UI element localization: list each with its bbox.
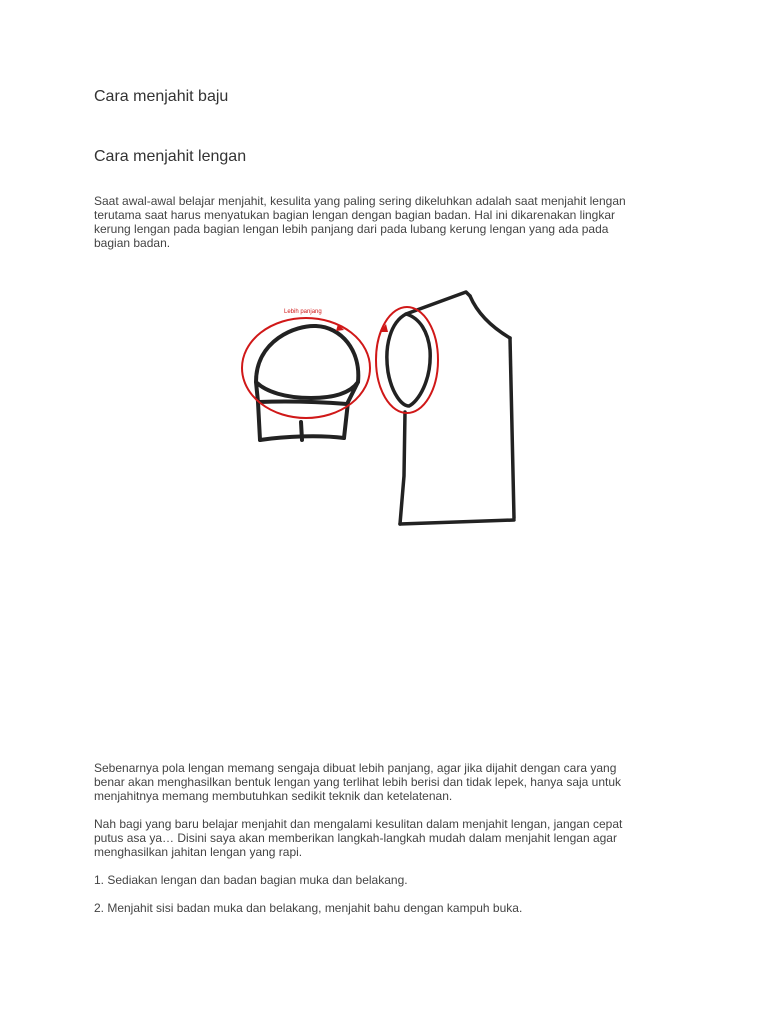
- sleeve-pattern-drawing: [226, 280, 526, 530]
- section-heading: Cara menjahit lengan: [94, 148, 247, 165]
- lebih-panjang-label: Lebih panjang: [284, 309, 322, 315]
- paragraph-intro: Saat awal-awal belajar menjahit, kesulita yang paling sering dikeluhkan adalah saat menjahit lengan terutama saat harus menyatukan bagian lengan dengan bagian badan. Hal ini dikarenakan lingkar kerung lengan pada bagian lengan lebih panjang dari pada lubang kerung lengan yang ada pada bagian badan.: [94, 194, 626, 250]
- step-1: 1. Sediakan lengan dan badan bagian muka dan belakang.: [94, 873, 408, 887]
- step-2: 2. Menjahit sisi badan muka dan belakang, menjahit bahu dengan kampuh buka.: [94, 901, 523, 915]
- bodice-piece: [387, 292, 514, 524]
- paragraph-encouragement: Nah bagi yang baru belajar menjahit dan mengalami kesulitan dalam menjahit lengan, jangan cepat putus asa ya… Disini saya akan memberikan langkah-langkah mudah dalam menjahit lengan agar menghasilkan jahitan lengan yang rapi.: [94, 817, 623, 859]
- paragraph-explanation: Sebenarnya pola lengan memang sengaja dibuat lebih panjang, agar jika dijahit dengan cara yang benar akan menghasilkan bentuk lengan yang terlihat lebih berisi dan tidak lepek, hanya saja untuk menjahitnya memang membutuhkan sedikit teknik dan ketelatenan.: [94, 761, 622, 803]
- sleeve-pattern-figure: [226, 280, 526, 530]
- page-title: Cara menjahit baju: [94, 88, 229, 105]
- sleeve-piece: [256, 326, 358, 440]
